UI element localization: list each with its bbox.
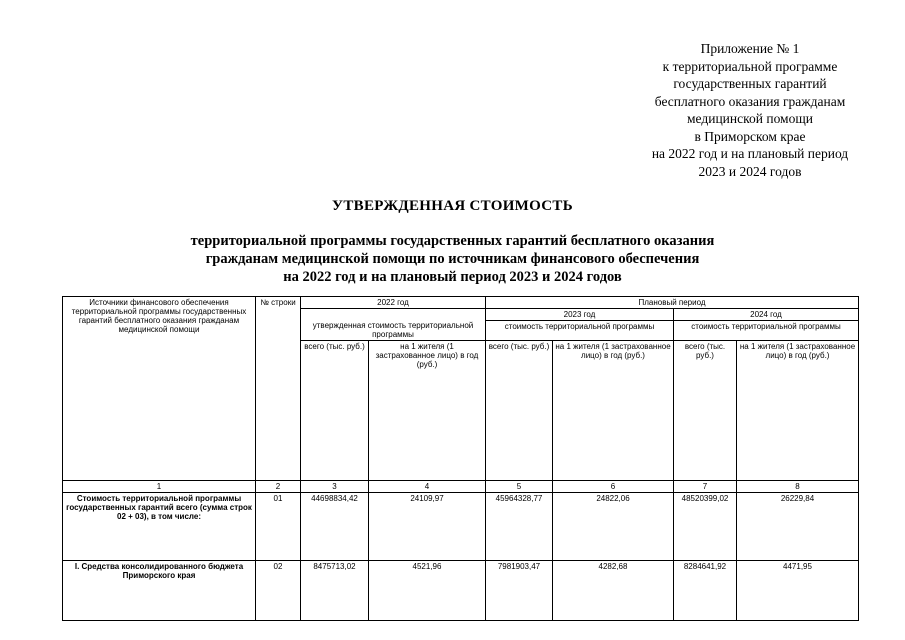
row-code: 01 <box>256 493 301 561</box>
appendix-line: к территориальной программе <box>662 58 838 74</box>
cost-table <box>62 296 859 621</box>
header-program-cost-2023: стоимость территориальной программы <box>486 321 674 341</box>
header-sources: Источники финансового обеспечения территориальной программы государственных гарантий бесплатного оказания гражданам медицинской помощи <box>63 297 256 481</box>
row-per-capita-2023: 24822,06 <box>553 493 674 561</box>
document-title: УТВЕРЖДЕННАЯ СТОИМОСТЬ <box>332 198 573 214</box>
subtitle-line: на 2022 год и на плановый период 2023 и 2024 годов <box>283 269 622 285</box>
subtitle-line: гражданам медицинской помощи по источникам финансового обеспечения <box>205 251 700 267</box>
row-per-capita-2024: 26229,84 <box>737 493 859 561</box>
row-per-capita-2023: 4282,68 <box>553 561 674 621</box>
header-planned-period: Плановый период <box>486 297 859 309</box>
appendix-line: 2023 и 2024 годов <box>698 163 802 179</box>
appendix-line: на 2022 год и на плановый период <box>651 146 849 161</box>
row-label: Стоимость территориальной программы государственных гарантий всего (сумма строк 02 + 03), в том числе: <box>63 493 256 561</box>
row-per-capita-2022: 24109,97 <box>369 493 486 561</box>
document-subtitle <box>0 232 905 286</box>
row-per-capita-2022: 4521,96 <box>369 561 486 621</box>
row-total-2022: 44698834,42 <box>301 493 369 561</box>
column-number: 3 <box>301 481 369 493</box>
header-total-2023: всего (тыс. руб.) <box>486 341 553 481</box>
column-number: 6 <box>553 481 674 493</box>
header-total-2022: всего (тыс. руб.) <box>301 341 369 481</box>
appendix-line: Приложение № 1 <box>700 41 800 56</box>
header-approved-cost: утвержденная стоимость территориальной программы <box>301 309 486 341</box>
row-total-2024: 8284641,92 <box>674 561 737 621</box>
column-number: 8 <box>737 481 859 493</box>
header-per-capita-2024: на 1 жителя (1 застрахованное лицо) в год (руб.) <box>737 341 859 481</box>
header-per-capita-2023: на 1 жителя (1 застрахованное лицо) в год (руб.) <box>553 341 674 481</box>
row-label: I. Средства консолидированного бюджета Приморского края <box>63 561 256 621</box>
appendix-note <box>600 40 900 180</box>
row-total-2023: 45964328,77 <box>486 493 553 561</box>
column-number: 7 <box>674 481 737 493</box>
header-total-2024: всего (тыс. руб.) <box>674 341 737 481</box>
header-year-2023: 2023 год <box>486 309 674 321</box>
row-code: 02 <box>256 561 301 621</box>
row-total-2022: 8475713,02 <box>301 561 369 621</box>
header-year-2024: 2024 год <box>674 309 859 321</box>
appendix-line: государственных гарантий <box>673 76 827 91</box>
header-per-capita-2022: на 1 жителя (1 застрахованное лицо) в год (руб.) <box>369 341 486 481</box>
appendix-line: медицинской помощи <box>687 111 813 126</box>
header-row-number: № строки <box>256 297 301 481</box>
column-number: 1 <box>63 481 256 493</box>
row-total-2024: 48520399,02 <box>674 493 737 561</box>
subtitle-line: территориальной программы государственных гарантий бесплатного оказания <box>190 233 715 249</box>
row-per-capita-2024: 4471,95 <box>737 561 859 621</box>
column-number: 4 <box>369 481 486 493</box>
appendix-line: бесплатного оказания гражданам <box>654 93 846 109</box>
row-total-2023: 7981903,47 <box>486 561 553 621</box>
table-row <box>63 561 859 621</box>
table-row <box>63 493 859 561</box>
column-number: 5 <box>486 481 553 493</box>
column-number: 2 <box>256 481 301 493</box>
appendix-line: в Приморском крае <box>694 128 806 144</box>
header-program-cost-2024: стоимость территориальной программы <box>674 321 859 341</box>
header-year-2022: 2022 год <box>301 297 486 309</box>
